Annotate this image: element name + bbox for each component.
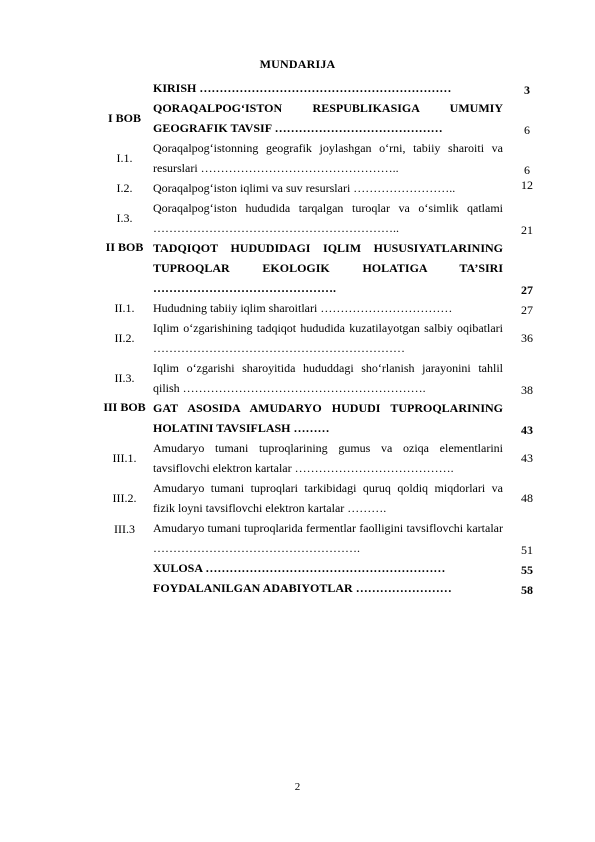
- toc-number: III.3: [114, 522, 135, 536]
- toc-row-iii-3: [96, 518, 551, 558]
- toc-row-ii-1: [96, 298, 551, 318]
- toc-page-number: 55: [521, 563, 533, 577]
- toc-entry-text: KIRISH ………………………………………………………: [153, 81, 452, 95]
- toc-page-number: 27: [521, 283, 533, 297]
- toc-row-ii-3: [96, 358, 551, 398]
- table-of-contents: [96, 78, 551, 598]
- toc-row-iii-1: [96, 438, 551, 478]
- toc-number: [96, 578, 153, 598]
- page-number-footer: 2: [294, 781, 301, 793]
- toc-entry-text: Amudaryo tumani tuproqlarining gumus va oziqa elementlarini tavsiflovchi elektron kartalar ………………………………….: [153, 441, 503, 475]
- toc-entry-text: XULOSA ……………………………………………………: [153, 561, 446, 575]
- toc-page-number: 6: [524, 163, 530, 177]
- toc-number: III.1.: [112, 450, 137, 465]
- toc-number: II.3.: [114, 370, 135, 385]
- toc-row-iii-bob: [96, 398, 551, 438]
- toc-page-number: 48: [521, 490, 533, 505]
- toc-entry-text: TADQIQOT HUDUDIDAGI IQLIM HUSUSIYATLARINING TUPROQLAR EKOLOGIK HOLATIGA TA’SIRI ……………………………………….: [153, 241, 503, 295]
- toc-entry-text: Amudaryo tumani tuproqlari tarkibidagi quruq qoldiq miqdorlari va fizik loyni tavsiflovchi elektron kartalar ……….: [153, 481, 503, 515]
- toc-number: [96, 558, 153, 578]
- toc-page-number: 51: [521, 543, 533, 557]
- toc-entry-text: Amudaryo tumani tuproqlarida fermentlar faolligini tavsiflovchi kartalar …………………………………………….: [153, 521, 503, 555]
- toc-entry-text: Qoraqalpog‘istonning geografik joylashgan o‘rni, tabiiy sharoiti va resurslari …………………………………………..: [153, 141, 503, 175]
- toc-row-ii-bob: [96, 238, 551, 298]
- toc-entry-text: Hududning tabiiy iqlim sharoitlari ……………………………: [153, 301, 453, 315]
- toc-row-i-2: [96, 178, 551, 198]
- toc-page-number: 6: [524, 123, 530, 137]
- toc-page-number: 38: [521, 383, 533, 397]
- toc-number: III.2.: [112, 490, 137, 505]
- toc-page-number: 58: [521, 583, 533, 597]
- toc-number: I.2.: [116, 180, 133, 195]
- toc-entry-text: QORAQALPOG‘ISTON RESPUBLIKASIGA UMUMIY GEOGRAFIK TAVSIF ……………………………………: [153, 101, 503, 135]
- toc-number: I.1.: [116, 150, 133, 165]
- toc-number: I.3.: [116, 210, 133, 225]
- toc-page-number: 43: [521, 423, 533, 437]
- toc-page-number: 27: [521, 303, 533, 317]
- toc-entry-text: Iqlim o‘zgarishi sharoyitida hududdagi sho‘rlanish jarayonini tahlil qilish …………………………………………………….: [153, 361, 503, 395]
- toc-number: [96, 78, 153, 98]
- document-title: MUNDARIJA: [259, 57, 336, 71]
- toc-number: II.1.: [114, 300, 135, 315]
- toc-row-kirish: [96, 78, 551, 98]
- toc-page-number: 12: [521, 178, 533, 192]
- toc-row-i-1: [96, 138, 551, 178]
- toc-page-number: 21: [521, 223, 533, 237]
- toc-entry-text: Iqlim o‘zgarishining tadqiqot hududida kuzatilayotgan salbiy oqibatlari ………………………………………………………: [153, 321, 503, 355]
- toc-number: II.2.: [114, 330, 135, 345]
- toc-page-number: 36: [521, 330, 533, 345]
- toc-number: I BOB: [107, 110, 141, 125]
- toc-entry-text: Qoraqalpog‘iston iqlimi va suv resurslari ……………………..: [153, 181, 456, 195]
- toc-row-i-bob: [96, 98, 551, 138]
- toc-row-adabiyotlar: [96, 578, 551, 598]
- toc-entry-text: GAT ASOSIDA AMUDARYO HUDUDI TUPROQLARINING HOLATINI TAVSIFLASH ………: [153, 401, 503, 435]
- toc-row-i-3: [96, 198, 551, 238]
- toc-page-number: 3: [524, 83, 530, 97]
- toc-number: III BOB: [103, 400, 146, 414]
- toc-row-ii-2: [96, 318, 551, 358]
- toc-row-iii-2: [96, 478, 551, 518]
- toc-page-number: 43: [521, 450, 533, 465]
- toc-entry-text: FOYDALANILGAN ADABIYOTLAR ……………………: [153, 581, 452, 595]
- toc-entry-text: Qoraqalpog‘iston hududida tarqalgan turoqlar va o‘simlik qatlami ……………………………………………………..: [153, 201, 503, 235]
- toc-number: II BOB: [105, 240, 144, 254]
- toc-row-xulosa: [96, 558, 551, 578]
